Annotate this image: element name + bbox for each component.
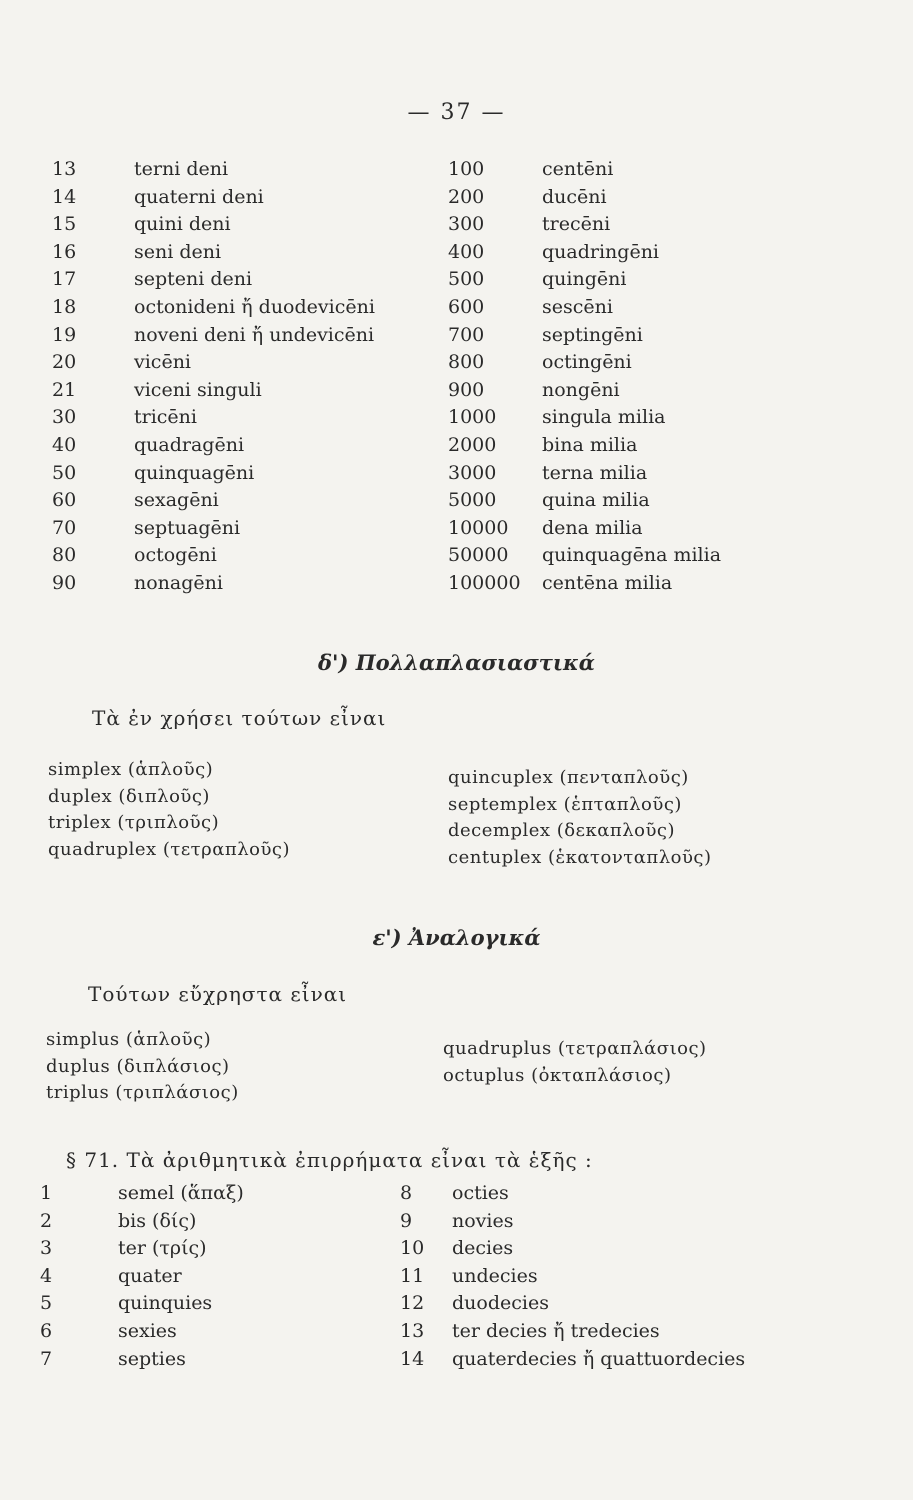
multiplicatives-left-list — [48, 757, 290, 863]
list-item: simplus (ἁπλοῦς) — [46, 1029, 212, 1050]
list-item: quincuplex (πενταπλοῦς) — [448, 767, 689, 788]
word: decies — [452, 1237, 514, 1260]
list-item: triplus (τριπλάσιος) — [46, 1082, 239, 1103]
number: 40 — [52, 433, 77, 456]
number: 10 — [400, 1237, 425, 1260]
number: 70 — [52, 516, 77, 539]
multiplicatives-right-list — [448, 765, 712, 871]
word: quater — [118, 1264, 182, 1287]
number: 60 — [52, 489, 77, 512]
section-heading-delta: δ') Πολλαπλασιαστικά — [318, 650, 595, 675]
number: 18 — [52, 295, 77, 318]
word: quadragēni — [134, 433, 245, 456]
number: 400 — [448, 240, 485, 263]
word: ter decies ἤ tredecies — [452, 1319, 660, 1342]
table-row — [448, 266, 868, 294]
table-row — [448, 570, 868, 598]
number: 14 — [52, 185, 77, 208]
distributives-left-table — [52, 156, 442, 598]
proportionals-left-list — [46, 1027, 239, 1107]
number: 200 — [448, 185, 485, 208]
number: 19 — [52, 323, 77, 346]
number: 100 — [448, 158, 485, 180]
table-row — [52, 266, 442, 294]
word: septies — [118, 1347, 186, 1370]
word: semel (ἅπαξ) — [118, 1182, 244, 1204]
word: viceni singuli — [134, 378, 262, 401]
table-row — [40, 1290, 244, 1318]
number: 2 — [40, 1209, 53, 1232]
word: bis (δίς) — [118, 1209, 197, 1232]
table-row — [52, 239, 442, 267]
distributives-right-table — [448, 156, 868, 598]
table-row — [448, 515, 868, 543]
word: quinquagēni — [134, 461, 255, 484]
word: trecēni — [542, 213, 611, 236]
table-row — [40, 1346, 244, 1374]
table-row — [52, 211, 442, 239]
table-row — [52, 156, 442, 184]
number: 5 — [40, 1292, 53, 1315]
table-row — [52, 460, 442, 488]
table-row — [40, 1318, 244, 1346]
page-number: — 37 — — [407, 100, 506, 125]
word: octingēni — [542, 351, 632, 374]
proportionals-right-list — [443, 1036, 707, 1089]
word: ter (τρίς) — [118, 1237, 207, 1260]
word: noveni deni ἤ undevicēni — [134, 323, 375, 346]
table-row — [448, 211, 868, 239]
table-row — [448, 404, 868, 432]
table-row — [52, 322, 442, 350]
table-row — [52, 432, 442, 460]
table-row — [52, 349, 442, 377]
number: 50000 — [448, 544, 509, 567]
number: 8 — [400, 1182, 413, 1204]
number: 80 — [52, 544, 77, 567]
number: 13 — [400, 1319, 425, 1342]
number: 1000 — [448, 406, 497, 429]
table-row — [400, 1318, 745, 1346]
table-row — [40, 1235, 244, 1263]
word: sexagēni — [134, 489, 219, 512]
table-row — [448, 460, 868, 488]
word: vicēni — [134, 351, 192, 374]
adverbs-left-list — [40, 1180, 244, 1373]
table-row — [400, 1290, 745, 1318]
list-item: duplus (διπλάσιος) — [46, 1055, 230, 1077]
word: ducēni — [542, 185, 607, 208]
number: 13 — [52, 158, 77, 180]
list-item: quadruplex (τετραπλοῦς) — [48, 838, 290, 860]
table-row — [400, 1180, 745, 1208]
word: novies — [452, 1209, 514, 1232]
table-row — [448, 294, 868, 322]
list-item: septemplex (ἑπταπλοῦς) — [448, 793, 682, 815]
table-row — [448, 377, 868, 405]
number: 11 — [400, 1264, 425, 1287]
word: nonagēni — [134, 571, 223, 594]
number: 500 — [448, 268, 485, 291]
word: octonideni ἤ duodevicēni — [134, 295, 375, 318]
table-row — [52, 294, 442, 322]
number: 100000 — [448, 571, 521, 594]
word: singula milia — [542, 406, 666, 429]
list-item: octuplus (ὀκταπλάσιος) — [443, 1064, 672, 1086]
table-row — [400, 1208, 745, 1236]
number: 6 — [40, 1319, 53, 1342]
table-row — [448, 487, 868, 515]
word: terna milia — [542, 461, 648, 484]
word: centēni — [542, 158, 614, 180]
word: terni deni — [134, 158, 229, 180]
word: seni deni — [134, 240, 222, 263]
word: septeni deni — [134, 268, 253, 291]
word: nongēni — [542, 378, 620, 401]
number: 21 — [52, 378, 77, 401]
word: tricēni — [134, 406, 197, 429]
word: sexies — [118, 1319, 177, 1342]
word: bina milia — [542, 433, 638, 456]
table-row — [40, 1208, 244, 1236]
word: quinquies — [118, 1292, 213, 1315]
table-row — [400, 1346, 745, 1374]
section-intro-epsilon: Τούτων εὔχρηστα εἶναι — [88, 982, 348, 1006]
list-item: simplex (ἁπλοῦς) — [48, 759, 214, 780]
number: 800 — [448, 351, 485, 374]
table-row — [52, 377, 442, 405]
table-row — [52, 542, 442, 570]
number: 900 — [448, 378, 485, 401]
table-row — [52, 404, 442, 432]
word: septingēni — [542, 323, 643, 346]
number: 17 — [52, 268, 77, 291]
list-item: quadruplus (τετραπλάσιος) — [443, 1038, 707, 1059]
number: 50 — [52, 461, 77, 484]
table-row — [40, 1263, 244, 1291]
word: undecies — [452, 1264, 538, 1287]
word: quinquagēna milia — [542, 544, 722, 567]
number: 12 — [400, 1292, 425, 1315]
table-row — [52, 570, 442, 598]
number: 14 — [400, 1347, 425, 1370]
word: quini deni — [134, 213, 231, 236]
number: 3000 — [448, 461, 497, 484]
table-row — [448, 322, 868, 350]
number: 4 — [40, 1264, 53, 1287]
number: 16 — [52, 240, 77, 263]
word: sescēni — [542, 295, 613, 318]
table-row — [448, 349, 868, 377]
section-intro-delta: Τὰ ἐν χρήσει τούτων εἶναι — [92, 706, 387, 730]
section-71-title: § 71. Τὰ ἀριθμητικὰ ἐπιρρήματα εἶναι τὰ ἑξῆς : — [66, 1148, 593, 1172]
word: octogēni — [134, 544, 217, 567]
number: 15 — [52, 213, 77, 236]
word: octies — [452, 1182, 509, 1204]
number: 20 — [52, 351, 77, 374]
word: quingēni — [542, 268, 627, 291]
list-item: decemplex (δεκαπλοῦς) — [448, 820, 675, 841]
adverbs-right-list — [400, 1180, 745, 1373]
number: 600 — [448, 295, 485, 318]
number: 5000 — [448, 489, 497, 512]
number: 300 — [448, 213, 485, 236]
section-heading-epsilon: ε') Ἀναλογικά — [372, 925, 541, 950]
word: quaterdecies ἤ quattuordecies — [452, 1347, 746, 1370]
list-item: triplex (τριπλοῦς) — [48, 812, 220, 833]
table-row — [448, 542, 868, 570]
word: centēna milia — [542, 571, 673, 594]
number: 7 — [40, 1347, 53, 1370]
word: dena milia — [542, 516, 643, 539]
list-item: centuplex (ἑκατονταπλοῦς) — [448, 846, 712, 868]
number: 1 — [40, 1182, 53, 1204]
word: septuagēni — [134, 516, 241, 539]
list-item: duplex (διπλοῦς) — [48, 785, 210, 807]
table-row — [52, 515, 442, 543]
table-row — [448, 239, 868, 267]
table-row — [52, 487, 442, 515]
word: quina milia — [542, 489, 650, 512]
number: 10000 — [448, 516, 509, 539]
number: 700 — [448, 323, 485, 346]
table-row — [52, 184, 442, 212]
word: duodecies — [452, 1292, 549, 1315]
number: 9 — [400, 1209, 413, 1232]
table-row — [448, 432, 868, 460]
table-row — [448, 156, 868, 184]
table-row — [400, 1235, 745, 1263]
number: 30 — [52, 406, 77, 429]
number: 90 — [52, 571, 77, 594]
table-row — [448, 184, 868, 212]
number: 2000 — [448, 433, 497, 456]
number: 3 — [40, 1237, 53, 1260]
table-row — [400, 1263, 745, 1291]
word: quaterni deni — [134, 185, 264, 208]
word: quadringēni — [542, 240, 660, 263]
table-row — [40, 1180, 244, 1208]
